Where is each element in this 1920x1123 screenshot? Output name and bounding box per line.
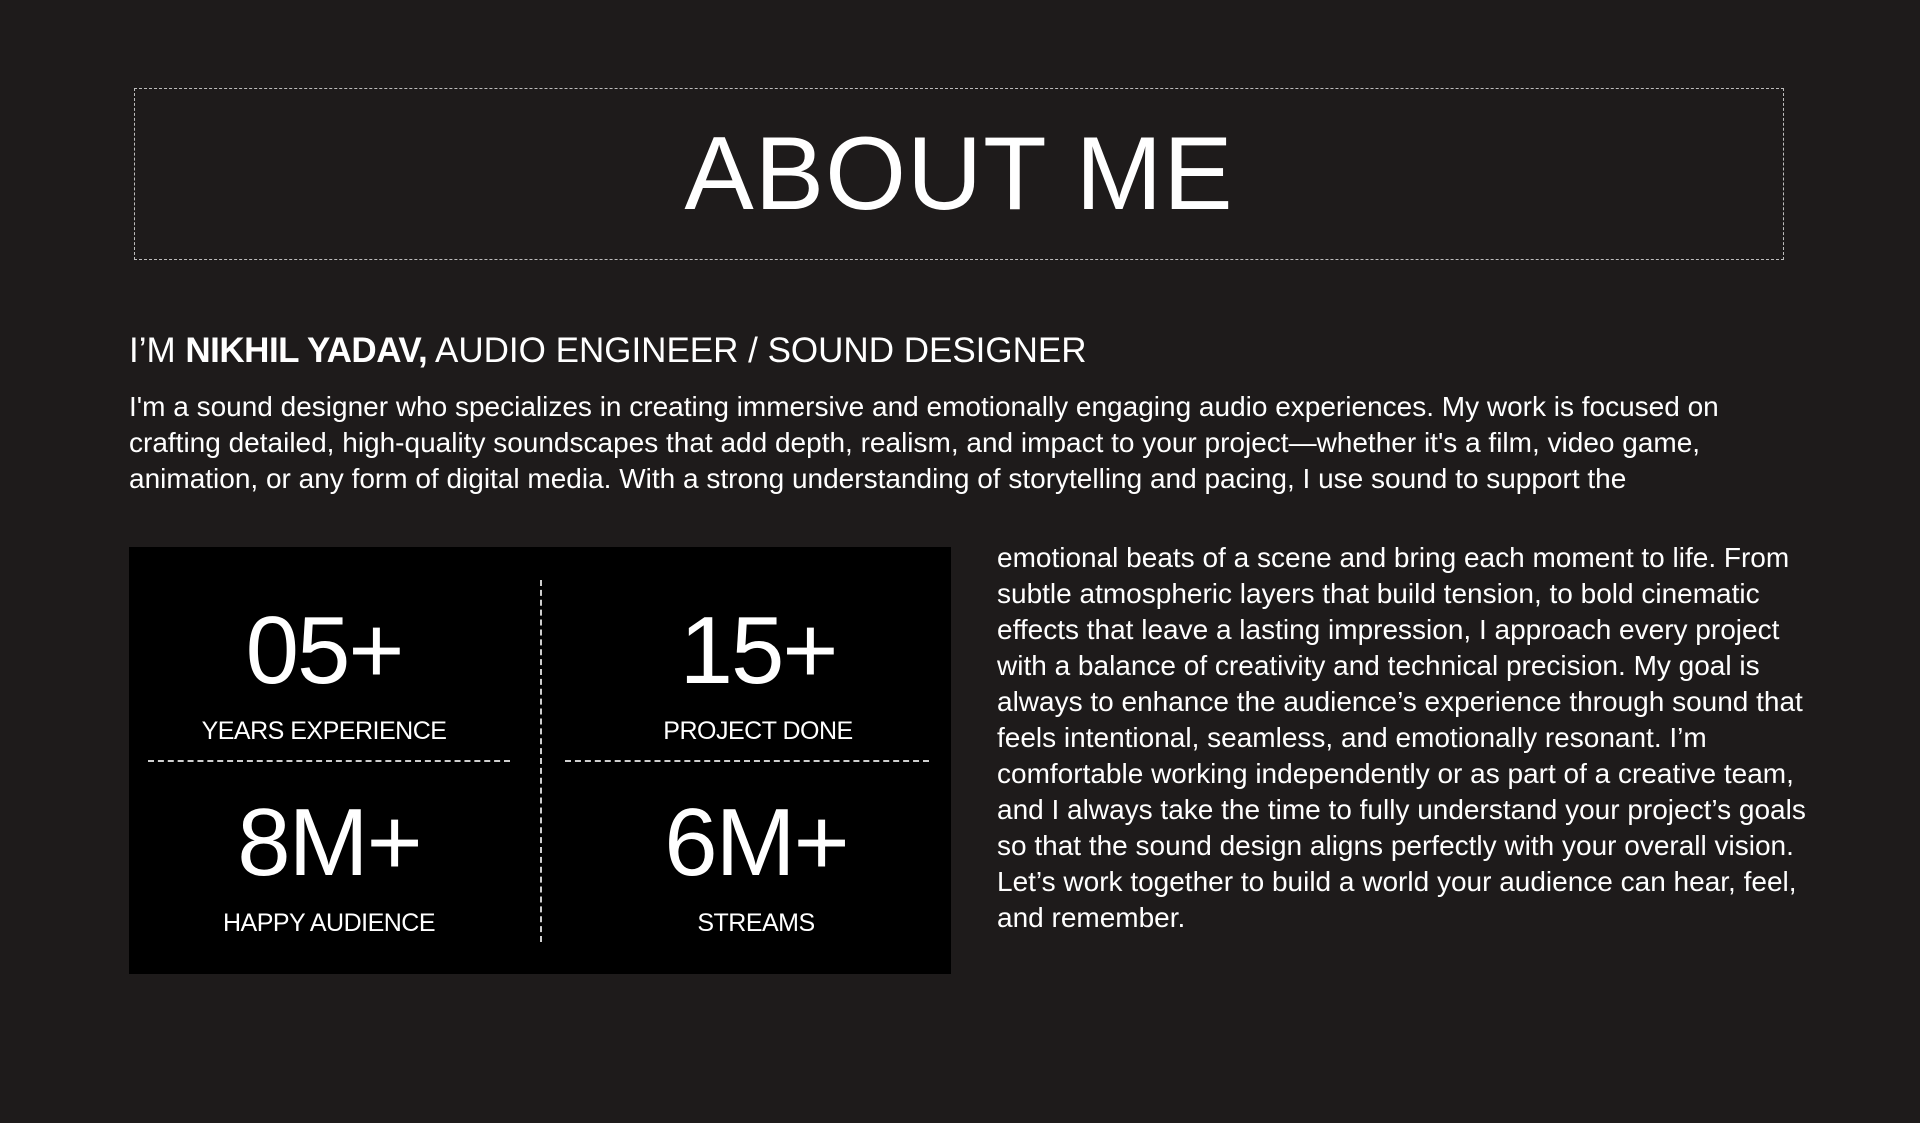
stat-label: YEARS EXPERIENCE — [201, 717, 447, 745]
stats-panel — [129, 547, 951, 974]
stat-value: 15+ — [679, 597, 837, 704]
stat-happy-audience — [149, 789, 509, 938]
intro-heading — [129, 330, 1087, 372]
designer-name: NIKHIL YADAV, — [185, 331, 428, 370]
stat-label: PROJECT DONE — [663, 717, 853, 745]
title-frame — [134, 88, 1784, 260]
page-title: ABOUT ME — [684, 116, 1234, 232]
stat-value: 8M+ — [237, 789, 421, 896]
stat-value: 05+ — [245, 597, 403, 704]
bio-paragraph-top: I'm a sound designer who specializes in creating immersive and emotionally engaging audio experiences. My work is focused on crafting detailed, high-quality soundscapes that add depth, realism, and impact to your project—whether it's a film, video game, animation, or any form of digital media. With a strong understanding of storytelling and pacing, I use sound to support the — [129, 391, 1719, 494]
stat-years-experience — [144, 597, 504, 746]
stat-label: HAPPY AUDIENCE — [222, 909, 436, 937]
stat-label: STREAMS — [697, 909, 815, 937]
bio-continued-text: emotional beats of a scene and bring each moment to life. From subtle atmospheric layers that build tension, to bold cinematic effects that leave a lasting impression, I approach every project with a balance of creativity and technical precision. My goal is always to enhance the audience’s experience through sound that feels intentional, seamless, and emotionally resonant. I’m comfortable working independently or as part of a creative team, and I always take the time to fully understand your project’s goals so that the sound design aligns perfectly with your overall vision. — [997, 542, 1806, 861]
bio-closing-text: Let’s work together to build a world your audience can hear, feel, and remember. — [997, 866, 1797, 933]
stats-horizontal-divider-right — [565, 760, 929, 762]
stats-horizontal-divider-left — [148, 760, 510, 762]
designer-role: AUDIO ENGINEER / SOUND DESIGNER — [427, 331, 1087, 370]
stat-value: 6M+ — [664, 789, 848, 896]
stat-streams — [576, 789, 936, 938]
intro-prefix: I’M — [129, 331, 186, 370]
stats-vertical-divider — [540, 580, 542, 942]
bio-paragraph-right — [997, 540, 1827, 936]
stat-projects-done — [578, 597, 938, 746]
